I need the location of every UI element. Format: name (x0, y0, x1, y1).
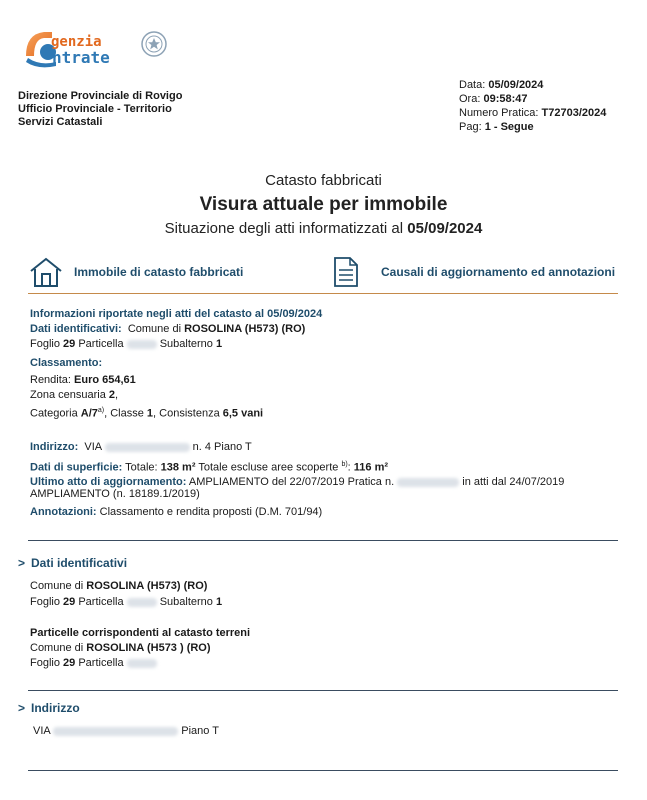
dati-comune: Comune di ROSOLINA (H573) (RO) (30, 580, 208, 592)
meta-page: Pag: 1 - Segue (459, 121, 534, 133)
info-categoria: Categoria A/7$^{a)}$, Classe 1, Consistenza 6,5 vani (30, 407, 264, 420)
section-indirizzo[interactable]: > Indirizzo (18, 701, 80, 715)
section-dati-identificativi[interactable]: > Dati identificativi (18, 556, 128, 570)
info-ultimo-atto-2: AMPLIAMENTO (n. 18189.1/2019) (30, 488, 200, 500)
redacted-street-2 (53, 727, 178, 736)
info-foglio: Foglio 29 Particella Subalterno 1 (30, 338, 223, 350)
house-icon (28, 256, 64, 288)
indirizzo-value: VIA Piano T (33, 725, 219, 737)
office-line-2: Ufficio Provinciale - Territorio (18, 103, 172, 115)
section-divider-2 (28, 690, 618, 691)
office-line-3: Servizi Catastali (18, 116, 103, 128)
section-divider-3 (28, 770, 618, 771)
nav-divider (28, 293, 618, 294)
info-indirizzo: Indirizzo: VIA n. 4 Piano T (30, 441, 252, 453)
document-icon (333, 256, 359, 288)
info-superficie: Dati di superficie: Totale: 138 m² Totale escluse aree scoperte $^{b)}$: 116 m² (30, 461, 389, 474)
office-info (18, 90, 182, 129)
info-ultimo-atto: Ultimo atto di aggiornamento: AMPLIAMENTO del 22/07/2019 Pratica n. in atti dal 24/07/2019 (30, 476, 565, 488)
info-classamento-label: Classamento: (30, 357, 103, 369)
document-meta (459, 78, 606, 134)
chevron-right-icon: > (18, 556, 26, 570)
office-line-1: Direzione Provinciale di Rovigo (18, 90, 183, 102)
info-header: Informazioni riportate negli atti del catasto al 05/09/2024 (30, 308, 323, 320)
agenzia-entrate-logo (22, 26, 172, 70)
terreni-title: Particelle corrispondenti al catasto terreni (30, 627, 251, 639)
redacted-particella-3 (127, 659, 157, 668)
terreni-foglio: Foglio 29 Particella (30, 657, 157, 670)
terreni-comune: Comune di ROSOLINA (H573 ) (RO) (30, 642, 211, 654)
doc-title: Visura attuale per immobile (199, 194, 448, 215)
redacted-street (105, 443, 190, 452)
info-annotazioni: Annotazioni: Classamento e rendita proposti (D.M. 701/94) (30, 506, 323, 518)
info-zona: Zona censuaria 2, (30, 389, 119, 401)
nav-immobile[interactable] (28, 256, 243, 288)
nav-causali-label: Causali di aggiornamento ed annotazioni (381, 265, 616, 279)
redacted-particella-2 (127, 598, 157, 607)
nav-causali[interactable] (333, 256, 615, 288)
redacted-particella (127, 340, 157, 349)
svg-text:genzia: genzia (51, 34, 102, 50)
doc-subtitle: Catasto fabbricati (265, 172, 382, 189)
info-dati-identificativi: Dati identificativi: Comune di ROSOLINA (H573) (RO) (30, 323, 306, 335)
doc-situation: Situazione degli atti informatizzati al 05/09/2024 (164, 220, 483, 237)
info-rendita: Rendita: Euro 654,61 (30, 374, 136, 386)
nav-immobile-label: Immobile di catasto fabbricati (74, 265, 244, 279)
meta-pratica: Numero Pratica: T72703/2024 (459, 107, 607, 119)
section-divider-1 (28, 540, 618, 541)
meta-date: Data: 05/09/2024 (459, 79, 544, 91)
meta-time: Ora: 09:58:47 (459, 93, 528, 105)
chevron-right-icon: > (18, 701, 26, 715)
redacted-pratica (397, 478, 459, 487)
dati-foglio: Foglio 29 Particella Subalterno 1 (30, 596, 223, 608)
section-nav (28, 256, 620, 290)
svg-text:ntrate: ntrate (52, 48, 110, 67)
